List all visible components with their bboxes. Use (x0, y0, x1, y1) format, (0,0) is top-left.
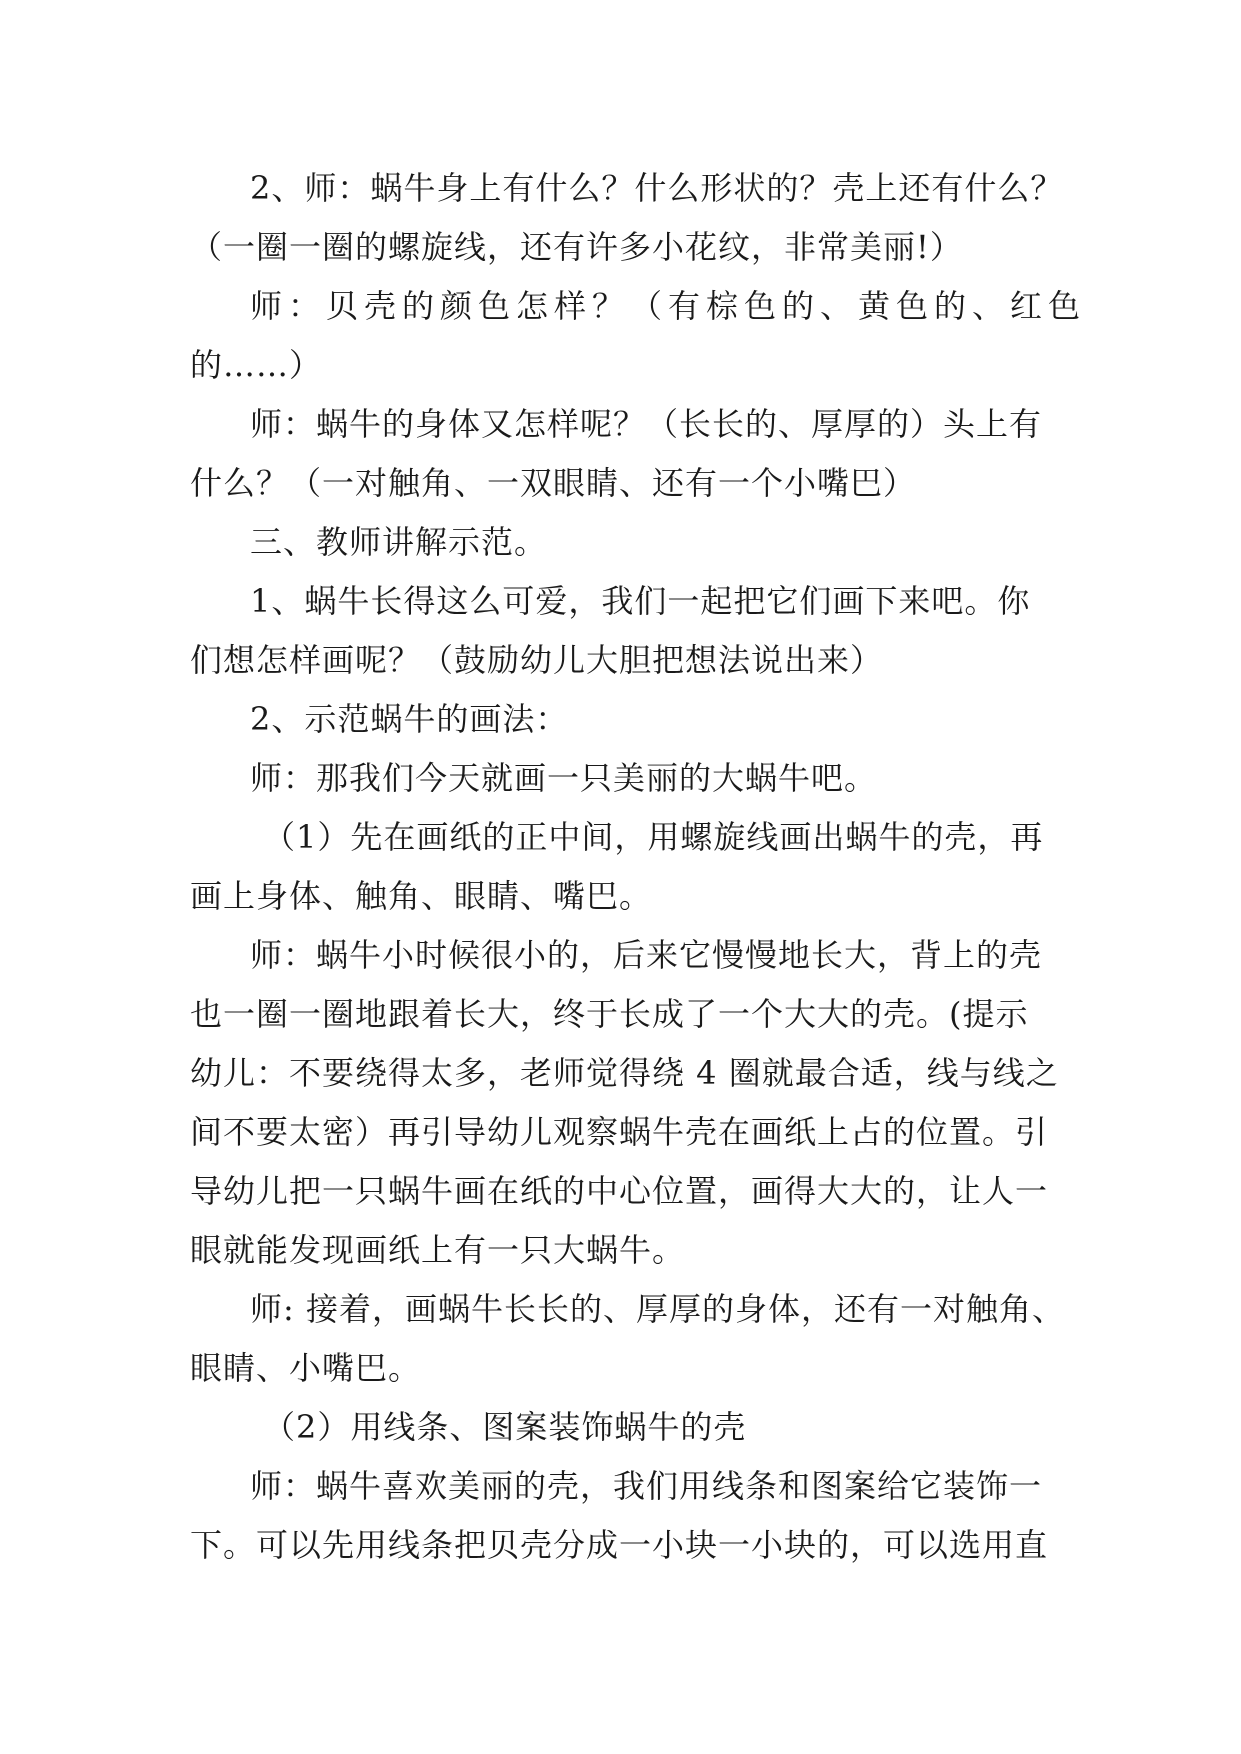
paragraph-line: 下。可以先用线条把贝壳分成一小块一小块的，可以选用直 (190, 1526, 1049, 1564)
paragraph-line: 幼儿：不要绕得太多，老师觉得绕 4 圈就最合适，线与线之 (190, 1054, 1059, 1092)
paragraph-line: 2、示范蜗牛的画法： (250, 700, 569, 738)
paragraph-line: 2、师：蜗牛身上有什么？什么形状的？壳上还有什么？ (250, 169, 1064, 207)
paragraph-line: 师: 接着，画蜗牛长长的、厚厚的身体，还有一对触角、 (250, 1290, 1065, 1328)
paragraph-line: 师：那我们今天就画一只美丽的大蜗牛吧。 (250, 759, 878, 797)
paragraph-line: （一圈一圈的螺旋线，还有许多小花纹，非常美丽!） (190, 228, 963, 266)
paragraph-line: 们想怎样画呢？（鼓励幼儿大胆把想法说出来） (190, 641, 884, 679)
paragraph-line: 画上身体、触角、眼睛、嘴巴。 (190, 877, 653, 915)
paragraph-line: 导幼儿把一只蜗牛画在纸的中心位置，画得大大的，让人一 (190, 1172, 1049, 1210)
paragraph-line: 师：蜗牛喜欢美丽的壳，我们用线条和图案给它装饰一 (250, 1467, 1043, 1505)
paragraph-line: 师：蜗牛小时候很小的，后来它慢慢地长大，背上的壳 (250, 936, 1043, 974)
paragraph-line: 眼睛、小嘴巴。 (190, 1349, 422, 1387)
paragraph-line: 师：蜗牛的身体又怎样呢？（长长的、厚厚的）头上有 (250, 405, 1043, 443)
paragraph-line: 也一圈一圈地跟着长大，终于长成了一个大大的壳。(提示 (190, 995, 1029, 1033)
paragraph-line: （2）用线条、图案装饰蜗牛的壳 (263, 1408, 747, 1446)
paragraph-line: 眼就能发现画纸上有一只大蜗牛。 (190, 1231, 686, 1269)
paragraph-line: （1）先在画纸的正中间，用螺旋线画出蜗牛的壳，再 (263, 818, 1044, 856)
paragraph-line: 的……） (190, 346, 323, 384)
paragraph-line: 什么？（一对触角、一双眼睛、还有一个小嘴巴） (190, 464, 917, 502)
paragraph-line: 1、蜗牛长得这么可爱，我们一起把它们画下来吧。你 (250, 582, 1031, 620)
paragraph-line: 间不要太密）再引导幼儿观察蜗牛壳在画纸上占的位置。引 (190, 1113, 1049, 1151)
section-heading: 三、教师讲解示范。 (250, 523, 548, 561)
paragraph-line: 师：贝壳的颜色怎样？（有棕色的、黄色的、红色 (250, 287, 1087, 325)
